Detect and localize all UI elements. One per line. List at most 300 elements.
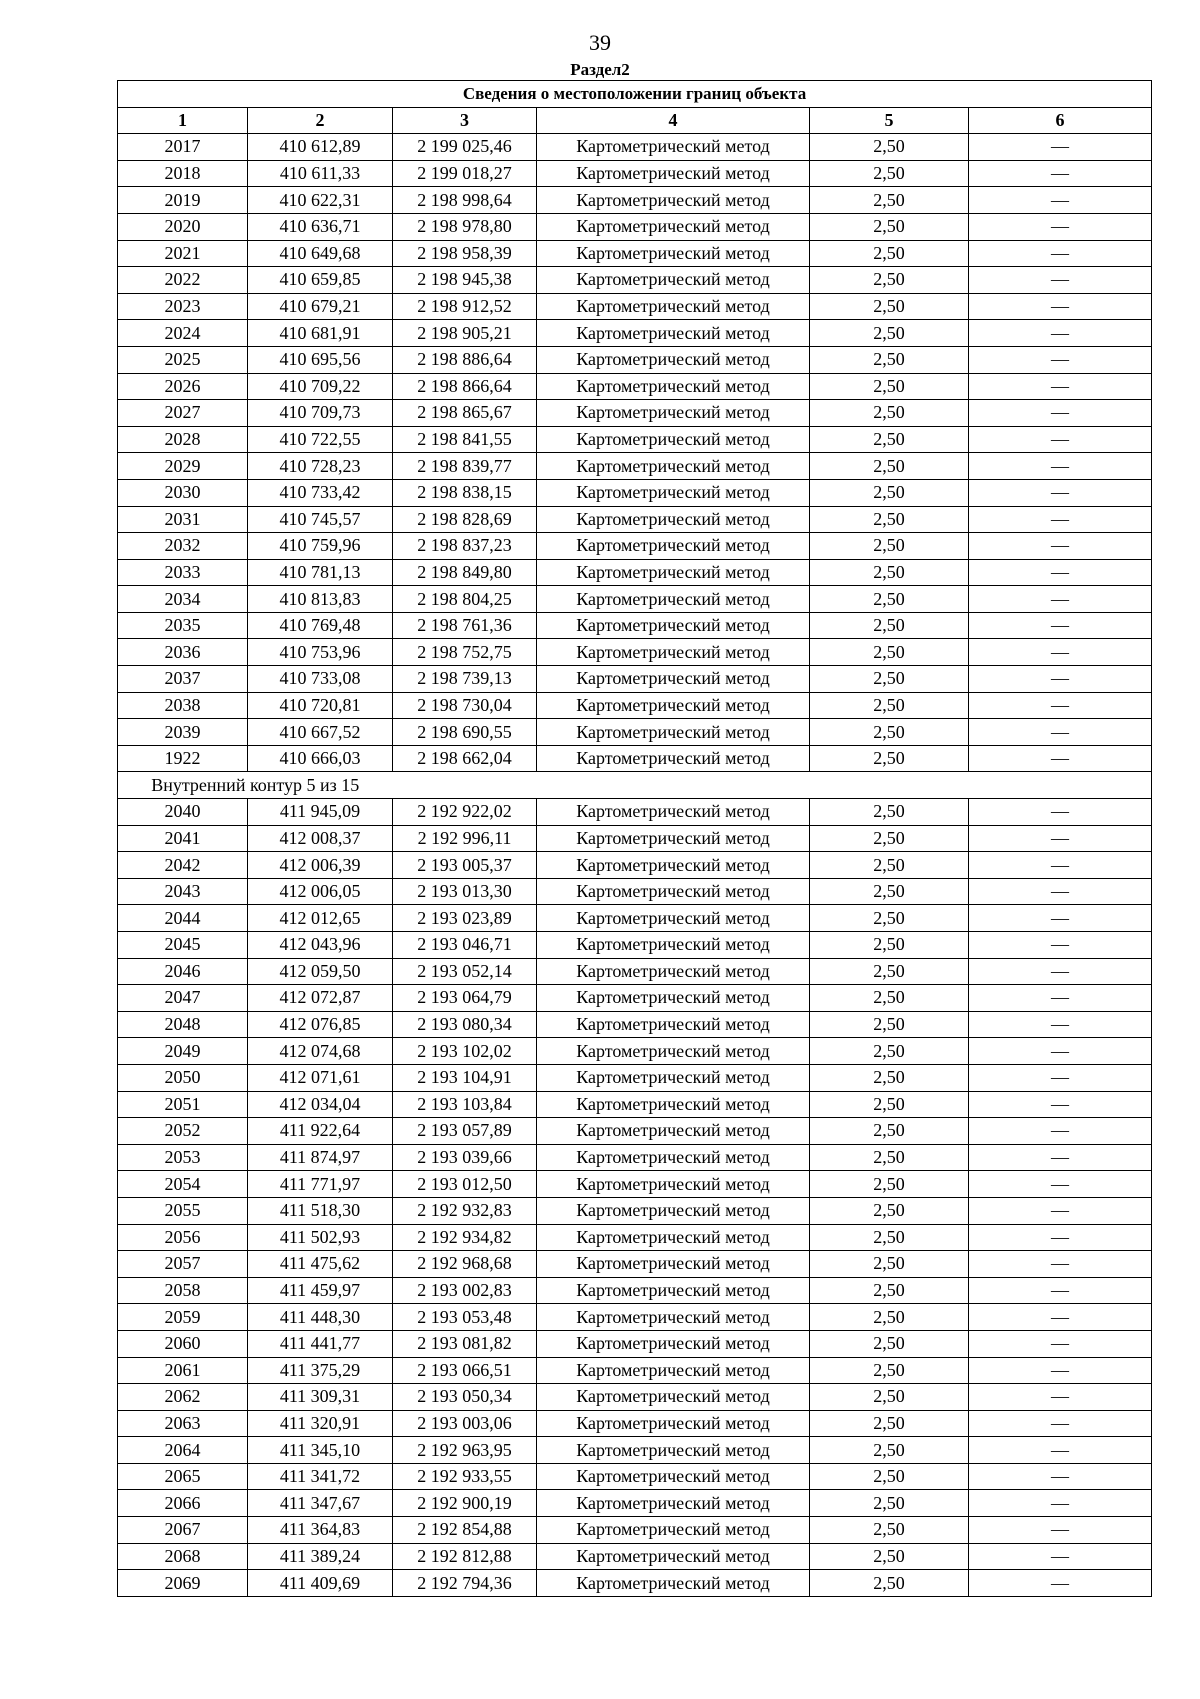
table-cell: 2051 xyxy=(118,1091,248,1118)
table-cell: 2,50 xyxy=(810,187,969,214)
table-row xyxy=(118,1144,1152,1171)
table-cell: — xyxy=(969,213,1152,240)
table-cell: Картометрический метод xyxy=(537,533,810,560)
table-cell: 410 722,55 xyxy=(248,426,393,453)
table-row xyxy=(118,160,1152,187)
table-cell: 2 193 039,66 xyxy=(393,1144,537,1171)
table-cell: 2,50 xyxy=(810,1490,969,1517)
table-cell: 2 198 841,55 xyxy=(393,426,537,453)
table-cell: 2 198 837,23 xyxy=(393,533,537,560)
table-cell: 2031 xyxy=(118,506,248,533)
table-cell: — xyxy=(969,719,1152,746)
table-cell: 2 198 690,55 xyxy=(393,719,537,746)
table-cell: 2,50 xyxy=(810,1091,969,1118)
table-cell: — xyxy=(969,1118,1152,1145)
table-cell: Картометрический метод xyxy=(537,1304,810,1331)
table-row xyxy=(118,932,1152,959)
table-cell: Картометрический метод xyxy=(537,373,810,400)
table-row xyxy=(118,1118,1152,1145)
table-cell: 2056 xyxy=(118,1224,248,1251)
table-cell: — xyxy=(969,533,1152,560)
table-row xyxy=(118,400,1152,427)
table-cell: 2 193 052,14 xyxy=(393,958,537,985)
table-row xyxy=(118,1064,1152,1091)
table-cell: 2 198 662,04 xyxy=(393,745,537,772)
table-row xyxy=(118,426,1152,453)
table-cell: 410 745,57 xyxy=(248,506,393,533)
table-cell: 2 193 103,84 xyxy=(393,1091,537,1118)
table-cell: Картометрический метод xyxy=(537,1038,810,1065)
table-cell: Картометрический метод xyxy=(537,1570,810,1597)
table-cell: — xyxy=(969,1011,1152,1038)
table-row xyxy=(118,1410,1152,1437)
table-cell: Картометрический метод xyxy=(537,187,810,214)
table-row xyxy=(118,1011,1152,1038)
table-cell: Картометрический метод xyxy=(537,1490,810,1517)
table-cell: 2018 xyxy=(118,160,248,187)
table-cell: 412 008,37 xyxy=(248,825,393,852)
table-cell: 2,50 xyxy=(810,905,969,932)
table-cell: 2,50 xyxy=(810,320,969,347)
contour-label: Внутренний контур 5 из 15 xyxy=(118,772,393,799)
table-row xyxy=(118,1330,1152,1357)
table-cell: 2,50 xyxy=(810,1144,969,1171)
table-cell: 410 733,42 xyxy=(248,479,393,506)
table-cell: — xyxy=(969,1490,1152,1517)
table-cell: 2053 xyxy=(118,1144,248,1171)
empty-cell xyxy=(393,772,537,799)
table-cell: 2060 xyxy=(118,1330,248,1357)
table-cell: 410 695,56 xyxy=(248,346,393,373)
table-cell: 2 199 025,46 xyxy=(393,134,537,161)
table-cell: 2,50 xyxy=(810,1304,969,1331)
table-cell: 2 192 933,55 xyxy=(393,1463,537,1490)
table-row xyxy=(118,506,1152,533)
table-row xyxy=(118,745,1152,772)
table-cell: — xyxy=(969,400,1152,427)
table-cell: — xyxy=(969,1091,1152,1118)
table-cell: 2 193 013,30 xyxy=(393,878,537,905)
table-cell: — xyxy=(969,1330,1152,1357)
table-cell: Картометрический метод xyxy=(537,1091,810,1118)
table-cell: Картометрический метод xyxy=(537,1517,810,1544)
table-cell: 2043 xyxy=(118,878,248,905)
table-cell: 410 769,48 xyxy=(248,612,393,639)
table-cell: 2,50 xyxy=(810,240,969,267)
table-row xyxy=(118,958,1152,985)
table-cell: Картометрический метод xyxy=(537,1277,810,1304)
table-cell: 411 309,31 xyxy=(248,1384,393,1411)
table-cell: Картометрический метод xyxy=(537,985,810,1012)
table-cell: 2 193 012,50 xyxy=(393,1171,537,1198)
table-cell: 2 193 102,02 xyxy=(393,1038,537,1065)
table-cell: 411 409,69 xyxy=(248,1570,393,1597)
table-cell: Картометрический метод xyxy=(537,799,810,826)
table-cell: 2055 xyxy=(118,1197,248,1224)
table-cell: 2,50 xyxy=(810,346,969,373)
table-cell: 2,50 xyxy=(810,213,969,240)
table-cell: 2 198 849,80 xyxy=(393,559,537,586)
table-cell: 2058 xyxy=(118,1277,248,1304)
table-cell: — xyxy=(969,612,1152,639)
table-cell: 2 192 900,19 xyxy=(393,1490,537,1517)
table-cell: Картометрический метод xyxy=(537,1171,810,1198)
table-cell: 2,50 xyxy=(810,134,969,161)
table-cell: 2 198 804,25 xyxy=(393,586,537,613)
table-cell: 410 636,71 xyxy=(248,213,393,240)
table-cell: 2,50 xyxy=(810,1251,969,1278)
table-cell: — xyxy=(969,479,1152,506)
table-cell: 2 192 854,88 xyxy=(393,1517,537,1544)
table-cell: 2044 xyxy=(118,905,248,932)
table-cell: 412 006,39 xyxy=(248,852,393,879)
table-cell: 410 667,52 xyxy=(248,719,393,746)
table-cell: — xyxy=(969,1277,1152,1304)
table-cell: 2,50 xyxy=(810,1463,969,1490)
empty-cell xyxy=(969,772,1152,799)
table-cell: 2,50 xyxy=(810,373,969,400)
table-cell: 411 922,64 xyxy=(248,1118,393,1145)
table-cell: 411 441,77 xyxy=(248,1330,393,1357)
table-cell: 2,50 xyxy=(810,852,969,879)
table-cell: Картометрический метод xyxy=(537,1437,810,1464)
table-cell: Картометрический метод xyxy=(537,1251,810,1278)
table-cell: — xyxy=(969,745,1152,772)
table-cell: 2063 xyxy=(118,1410,248,1437)
table-cell: 2028 xyxy=(118,426,248,453)
table-cell: — xyxy=(969,692,1152,719)
table-cell: Картометрический метод xyxy=(537,1330,810,1357)
table-cell: 410 733,08 xyxy=(248,666,393,693)
table-cell: 2 199 018,27 xyxy=(393,160,537,187)
table-row xyxy=(118,453,1152,480)
column-header: 2 xyxy=(248,107,393,134)
table-row xyxy=(118,293,1152,320)
table-cell: 412 006,05 xyxy=(248,878,393,905)
table-cell: Картометрический метод xyxy=(537,267,810,294)
table-cell: 412 071,61 xyxy=(248,1064,393,1091)
table-cell: 411 320,91 xyxy=(248,1410,393,1437)
table-cell: — xyxy=(969,1437,1152,1464)
table-cell: 2 198 912,52 xyxy=(393,293,537,320)
table-cell: 2,50 xyxy=(810,1118,969,1145)
table-row xyxy=(118,1384,1152,1411)
table-cell: 411 874,97 xyxy=(248,1144,393,1171)
table-cell: Картометрический метод xyxy=(537,1410,810,1437)
table-cell: 2057 xyxy=(118,1251,248,1278)
table-cell: 2 198 998,64 xyxy=(393,187,537,214)
table-cell: — xyxy=(969,1224,1152,1251)
table-cell: 2 198 865,67 xyxy=(393,400,537,427)
table-cell: 2,50 xyxy=(810,1437,969,1464)
table-cell: 2 192 812,88 xyxy=(393,1543,537,1570)
table-cell: 2,50 xyxy=(810,1277,969,1304)
table-cell: 2038 xyxy=(118,692,248,719)
table-cell: 2,50 xyxy=(810,1064,969,1091)
table-cell: 2022 xyxy=(118,267,248,294)
table-cell: — xyxy=(969,373,1152,400)
table-cell: 2 198 866,64 xyxy=(393,373,537,400)
table-cell: 2 192 996,11 xyxy=(393,825,537,852)
table-cell: — xyxy=(969,187,1152,214)
table-row xyxy=(118,666,1152,693)
table-cell: 2034 xyxy=(118,586,248,613)
table-cell: 2,50 xyxy=(810,745,969,772)
column-header: 1 xyxy=(118,107,248,134)
table-row xyxy=(118,479,1152,506)
table-cell: 412 012,65 xyxy=(248,905,393,932)
table-title-row xyxy=(118,81,1152,108)
table-cell: Картометрический метод xyxy=(537,958,810,985)
table-row xyxy=(118,1357,1152,1384)
table-cell: 2 198 945,38 xyxy=(393,267,537,294)
table-cell: 410 813,83 xyxy=(248,586,393,613)
table-row xyxy=(118,533,1152,560)
table-cell: 410 781,13 xyxy=(248,559,393,586)
table-cell: 2 193 053,48 xyxy=(393,1304,537,1331)
table-cell: 2 193 023,89 xyxy=(393,905,537,932)
table-row xyxy=(118,799,1152,826)
table-cell: 2 198 886,64 xyxy=(393,346,537,373)
table-cell: 2,50 xyxy=(810,426,969,453)
table-cell: 2027 xyxy=(118,400,248,427)
table-cell: Картометрический метод xyxy=(537,745,810,772)
table-cell: 411 459,97 xyxy=(248,1277,393,1304)
table-cell: 2 198 761,36 xyxy=(393,612,537,639)
table-cell: 411 345,10 xyxy=(248,1437,393,1464)
table-cell: Картометрический метод xyxy=(537,1543,810,1570)
table-cell: — xyxy=(969,1251,1152,1278)
table-cell: — xyxy=(969,586,1152,613)
table-row xyxy=(118,1463,1152,1490)
table-cell: Картометрический метод xyxy=(537,213,810,240)
table-cell: 2050 xyxy=(118,1064,248,1091)
table-cell: — xyxy=(969,825,1152,852)
table-cell: Картометрический метод xyxy=(537,479,810,506)
table-cell: 2019 xyxy=(118,187,248,214)
table-cell: 411 502,93 xyxy=(248,1224,393,1251)
table-cell: 2,50 xyxy=(810,1384,969,1411)
table-cell: — xyxy=(969,666,1152,693)
table-cell: — xyxy=(969,1570,1152,1597)
table-cell: 2033 xyxy=(118,559,248,586)
table-cell: 2,50 xyxy=(810,1011,969,1038)
table-cell: — xyxy=(969,799,1152,826)
empty-cell xyxy=(810,772,969,799)
table-cell: 2 198 739,13 xyxy=(393,666,537,693)
table-cell: 412 076,85 xyxy=(248,1011,393,1038)
table-cell: 2,50 xyxy=(810,1224,969,1251)
table-cell: Картометрический метод xyxy=(537,692,810,719)
table-cell: 2024 xyxy=(118,320,248,347)
table-cell: — xyxy=(969,1463,1152,1490)
table-row xyxy=(118,1517,1152,1544)
table-row xyxy=(118,187,1152,214)
table-cell: Картометрический метод xyxy=(537,400,810,427)
table-row xyxy=(118,985,1152,1012)
table-cell: 2 193 066,51 xyxy=(393,1357,537,1384)
table-cell: Картометрический метод xyxy=(537,586,810,613)
table-row xyxy=(118,1490,1152,1517)
table-cell: 2,50 xyxy=(810,479,969,506)
column-number-row xyxy=(118,107,1152,134)
table-cell: — xyxy=(969,1144,1152,1171)
table-cell: — xyxy=(969,160,1152,187)
table-cell: 2,50 xyxy=(810,932,969,959)
table-row xyxy=(118,905,1152,932)
table-cell: 2,50 xyxy=(810,586,969,613)
table-cell: 2,50 xyxy=(810,692,969,719)
table-cell: 2037 xyxy=(118,666,248,693)
table-cell: 2,50 xyxy=(810,612,969,639)
table-cell: 2025 xyxy=(118,346,248,373)
table-row xyxy=(118,639,1152,666)
table-cell: 2046 xyxy=(118,958,248,985)
table-cell: 411 945,09 xyxy=(248,799,393,826)
table-cell: 2069 xyxy=(118,1570,248,1597)
table-row xyxy=(118,559,1152,586)
table-cell: — xyxy=(969,134,1152,161)
table-cell: Картометрический метод xyxy=(537,852,810,879)
table-cell: Картометрический метод xyxy=(537,240,810,267)
table-cell: 2,50 xyxy=(810,1038,969,1065)
table-cell: 2026 xyxy=(118,373,248,400)
table-cell: 412 072,87 xyxy=(248,985,393,1012)
table-row xyxy=(118,134,1152,161)
table-cell: 2036 xyxy=(118,639,248,666)
table-cell: 2 193 002,83 xyxy=(393,1277,537,1304)
table-cell: 2 192 934,82 xyxy=(393,1224,537,1251)
table-cell: 2023 xyxy=(118,293,248,320)
table-cell: 410 659,85 xyxy=(248,267,393,294)
table-cell: — xyxy=(969,878,1152,905)
table-cell: 2 192 794,36 xyxy=(393,1570,537,1597)
table-cell: 2,50 xyxy=(810,559,969,586)
table-cell: — xyxy=(969,932,1152,959)
table-cell: 411 341,72 xyxy=(248,1463,393,1490)
table-cell: 410 728,23 xyxy=(248,453,393,480)
table-cell: Картометрический метод xyxy=(537,293,810,320)
table-cell: 2,50 xyxy=(810,1197,969,1224)
table-cell: Картометрический метод xyxy=(537,932,810,959)
table-cell: Картометрический метод xyxy=(537,453,810,480)
table-cell: 2 198 828,69 xyxy=(393,506,537,533)
table-cell: — xyxy=(969,852,1152,879)
table-cell: — xyxy=(969,240,1152,267)
table-cell: Картометрический метод xyxy=(537,1384,810,1411)
empty-cell xyxy=(537,772,810,799)
table-cell: 411 389,24 xyxy=(248,1543,393,1570)
table-cell: 411 771,97 xyxy=(248,1171,393,1198)
table-cell: Картометрический метод xyxy=(537,825,810,852)
table-row xyxy=(118,346,1152,373)
table-cell: 2,50 xyxy=(810,719,969,746)
table-cell: Картометрический метод xyxy=(537,719,810,746)
table-row xyxy=(118,213,1152,240)
table-cell: — xyxy=(969,1197,1152,1224)
table-cell: Картометрический метод xyxy=(537,905,810,932)
table-cell: 2047 xyxy=(118,985,248,1012)
table-cell: — xyxy=(969,346,1152,373)
table-cell: 2 192 922,02 xyxy=(393,799,537,826)
table-row xyxy=(118,719,1152,746)
table-cell: 2048 xyxy=(118,1011,248,1038)
table-cell: 2,50 xyxy=(810,533,969,560)
table-cell: — xyxy=(969,453,1152,480)
rows-before-contour xyxy=(118,134,1152,772)
table-cell: 2,50 xyxy=(810,453,969,480)
table-row xyxy=(118,1038,1152,1065)
table-cell: 2039 xyxy=(118,719,248,746)
table-cell: 410 649,68 xyxy=(248,240,393,267)
table-cell: 410 759,96 xyxy=(248,533,393,560)
table-row xyxy=(118,267,1152,294)
table-cell: 2029 xyxy=(118,453,248,480)
table-cell: — xyxy=(969,639,1152,666)
table-cell: 2 198 978,80 xyxy=(393,213,537,240)
table-cell: Картометрический метод xyxy=(537,134,810,161)
table-cell: 2,50 xyxy=(810,1570,969,1597)
table-cell: 2 193 080,34 xyxy=(393,1011,537,1038)
table-cell: — xyxy=(969,985,1152,1012)
table-cell: 2040 xyxy=(118,799,248,826)
table-cell: 2067 xyxy=(118,1517,248,1544)
table-row xyxy=(118,825,1152,852)
boundary-coordinates-table xyxy=(117,80,1152,1597)
rows-after-contour xyxy=(118,799,1152,1597)
table-cell: — xyxy=(969,1384,1152,1411)
table-cell: 2049 xyxy=(118,1038,248,1065)
table-cell: 410 753,96 xyxy=(248,639,393,666)
table-row xyxy=(118,1570,1152,1597)
table-cell: Картометрический метод xyxy=(537,506,810,533)
table-cell: 2 193 064,79 xyxy=(393,985,537,1012)
table-cell: 2,50 xyxy=(810,267,969,294)
table-cell: 2 193 057,89 xyxy=(393,1118,537,1145)
table-cell: 2045 xyxy=(118,932,248,959)
table-cell: Картометрический метод xyxy=(537,1144,810,1171)
table-row xyxy=(118,373,1152,400)
table-cell: Картометрический метод xyxy=(537,559,810,586)
table-cell: 410 611,33 xyxy=(248,160,393,187)
table-cell: 411 364,83 xyxy=(248,1517,393,1544)
table-cell: 2,50 xyxy=(810,1171,969,1198)
table-cell: — xyxy=(969,320,1152,347)
table-row xyxy=(118,1251,1152,1278)
table-row xyxy=(118,1197,1152,1224)
table-cell: — xyxy=(969,506,1152,533)
table-title: Сведения о местоположении границ объекта xyxy=(118,81,1152,108)
table-cell: 2030 xyxy=(118,479,248,506)
table-row xyxy=(118,1277,1152,1304)
table-cell: 2032 xyxy=(118,533,248,560)
table-cell: 2 193 050,34 xyxy=(393,1384,537,1411)
table-cell: 410 681,91 xyxy=(248,320,393,347)
column-header: 6 xyxy=(969,107,1152,134)
table-cell: 2,50 xyxy=(810,666,969,693)
table-cell: 2066 xyxy=(118,1490,248,1517)
table-cell: 2054 xyxy=(118,1171,248,1198)
table-cell: Картометрический метод xyxy=(537,1357,810,1384)
table-cell: 2020 xyxy=(118,213,248,240)
table-cell: 2021 xyxy=(118,240,248,267)
table-cell: 2035 xyxy=(118,612,248,639)
table-cell: 2,50 xyxy=(810,1543,969,1570)
table-cell: 2065 xyxy=(118,1463,248,1490)
table-cell: Картометрический метод xyxy=(537,1064,810,1091)
table-row xyxy=(118,1543,1152,1570)
table-cell: 2 192 932,83 xyxy=(393,1197,537,1224)
